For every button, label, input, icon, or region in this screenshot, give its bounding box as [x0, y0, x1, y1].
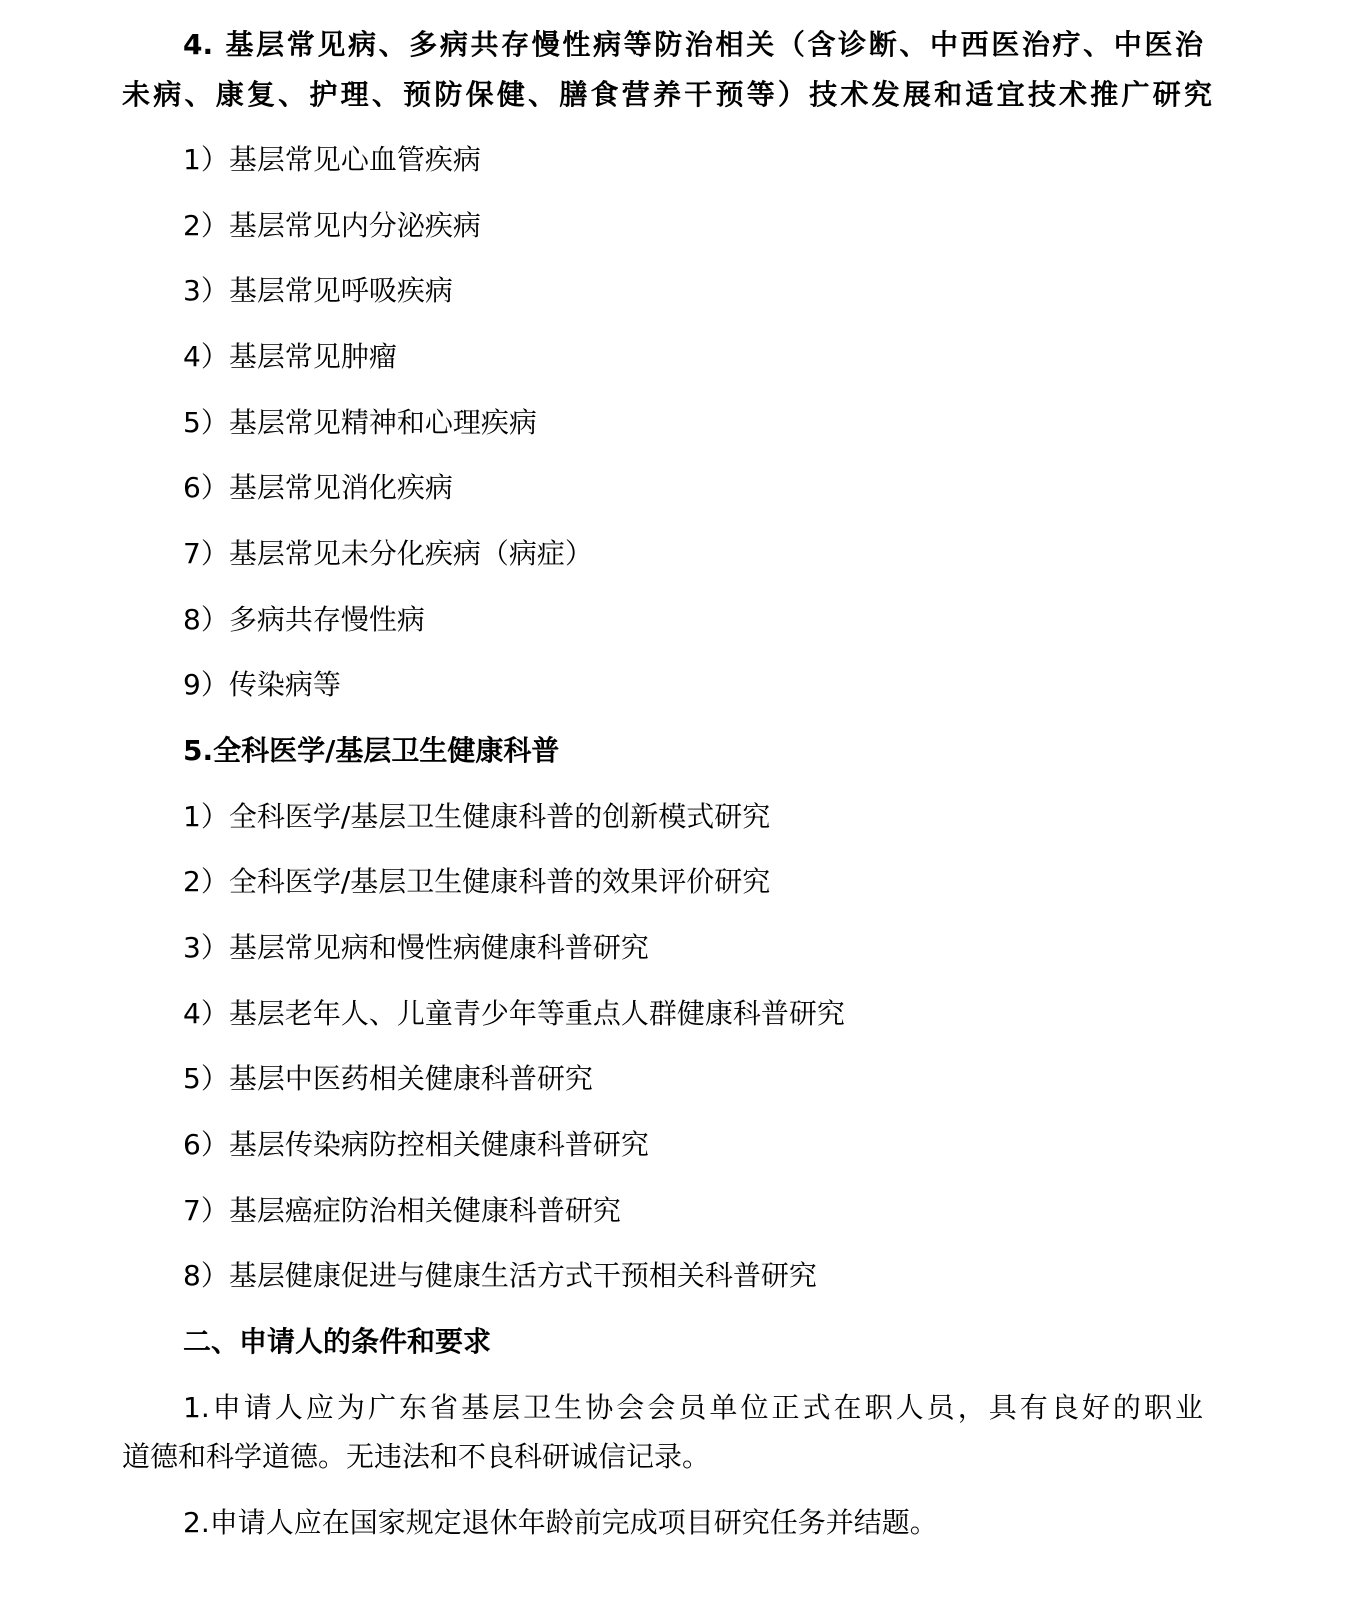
list-item: 6）基层常见消化疾病	[183, 471, 453, 504]
section-two-heading: 二、申请人的条件和要求	[183, 1325, 492, 1358]
requirement-paragraph-1-line2: 道德和科学道德。无违法和不良科研诚信记录。	[122, 1440, 711, 1473]
list-item: 5）基层中医药相关健康科普研究	[183, 1062, 593, 1095]
list-item: 4）基层老年人、儿童青少年等重点人群健康科普研究	[183, 997, 845, 1030]
list-item: 8）基层健康促进与健康生活方式干预相关科普研究	[183, 1259, 817, 1292]
list-item: 8）多病共存慢性病	[183, 603, 425, 636]
section5-heading: 5.全科医学/基层卫生健康科普	[183, 734, 560, 767]
list-item: 7）基层癌症防治相关健康科普研究	[183, 1194, 621, 1227]
section4-heading-line2: 未病、康复、护理、预防保健、膳食营养干预等）技术发展和适宜技术推广研究	[122, 78, 1212, 111]
list-item: 1）全科医学/基层卫生健康科普的创新模式研究	[183, 800, 771, 833]
list-item: 1）基层常见心血管疾病	[183, 143, 481, 176]
list-item: 7）基层常见未分化疾病（病症）	[183, 537, 593, 570]
list-item: 4）基层常见肿瘤	[183, 340, 397, 373]
list-item: 9）传染病等	[183, 668, 341, 701]
section4-heading-line1: 4. 基层常见病、多病共存慢性病等防治相关（含诊断、中西医治疗、中医治	[183, 28, 1203, 61]
requirement-paragraph-2: 2.申请人应在国家规定退休年龄前完成项目研究任务并结题。	[183, 1506, 938, 1539]
list-item: 6）基层传染病防控相关健康科普研究	[183, 1128, 649, 1161]
requirement-paragraph-1-line1: 1.申请人应为广东省基层卫生协会会员单位正式在职人员，具有良好的职业	[183, 1391, 1203, 1424]
list-item: 2）基层常见内分泌疾病	[183, 209, 481, 242]
list-item: 5）基层常见精神和心理疾病	[183, 406, 537, 439]
list-item: 3）基层常见呼吸疾病	[183, 274, 453, 307]
list-item: 3）基层常见病和慢性病健康科普研究	[183, 931, 649, 964]
list-item: 2）全科医学/基层卫生健康科普的效果评价研究	[183, 865, 771, 898]
